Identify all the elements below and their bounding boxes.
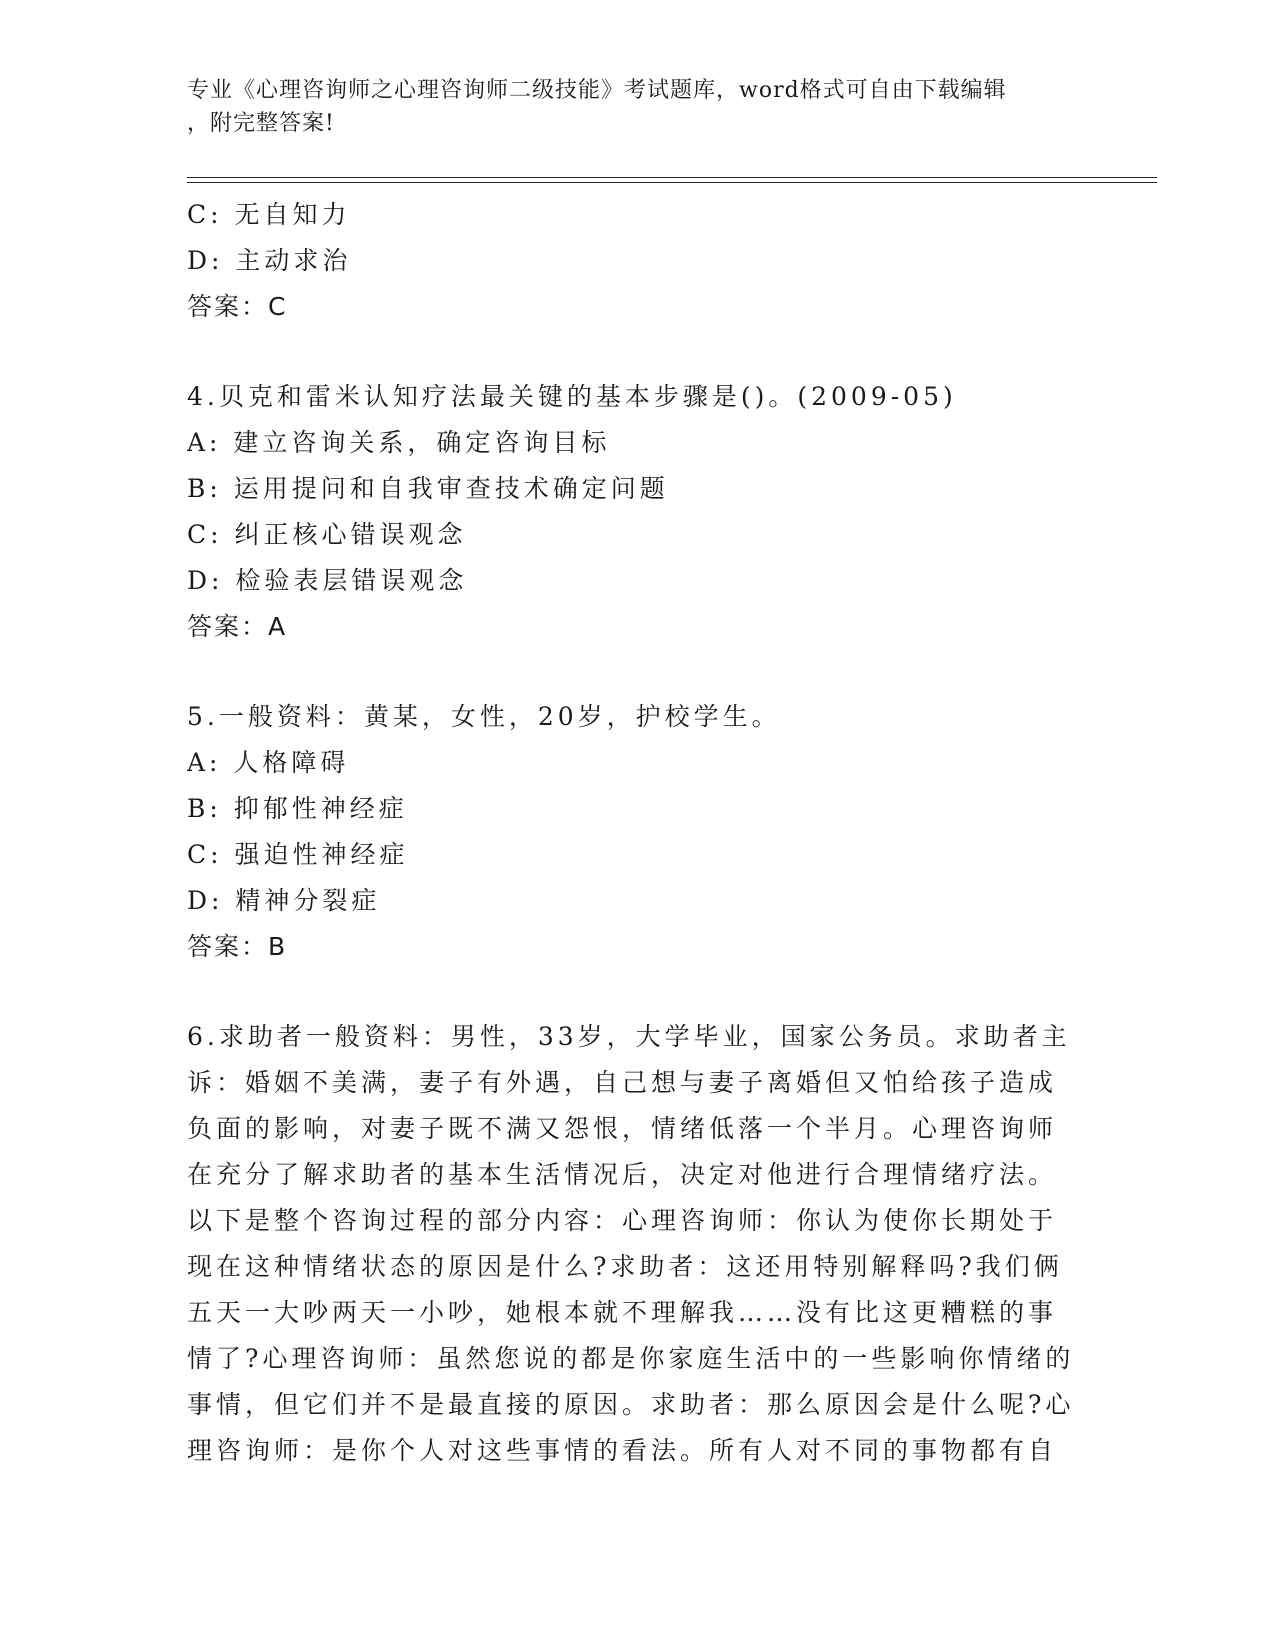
- document-body: [187, 192, 1087, 1474]
- q5-option-c: C: 强迫性神经症: [187, 840, 409, 869]
- question-3-tail: [187, 192, 1087, 330]
- question-6: [187, 1014, 1087, 1474]
- q5-answer: 答案：B: [187, 932, 288, 961]
- q5-stem: 5.一般资料：黄某，女性，20岁，护校学生。: [187, 702, 781, 731]
- q4-option-c: C: 纠正核心错误观念: [187, 520, 467, 549]
- q6-line: 情了?心理咨询师：虽然您说的都是你家庭生活中的一些影响你情绪的: [187, 1344, 1075, 1373]
- q4-stem: 4.贝克和雷米认知疗法最关键的基本步骤是()。(2009-05): [187, 382, 957, 411]
- q5-option-a: A: 人格障碍: [187, 748, 350, 777]
- question-5: [187, 694, 1087, 970]
- q4-option-b: B: 运用提问和自我审查技术确定问题: [187, 474, 669, 503]
- q4-option-d: D: 检验表层错误观念: [187, 566, 468, 595]
- q4-option-a: A: 建立咨询关系，确定咨询目标: [187, 428, 611, 457]
- q6-line: 负面的影响，对妻子既不满又怨恨，情绪低落一个半月。心理咨询师: [187, 1114, 1058, 1143]
- header-line-2: ，附完整答案!: [187, 111, 335, 136]
- q3-option-d: D: 主动求治: [187, 246, 352, 275]
- q6-line: 五天一大吵两天一小吵，她根本就不理解我……没有比这更糟糕的事: [187, 1298, 1058, 1327]
- header-line-1: 专业《心理咨询师之心理咨询师二级技能》考试题库，word格式可自由下载编辑: [187, 78, 1007, 103]
- q3-answer: 答案：C: [187, 292, 288, 321]
- q6-line: 事情，但它们并不是最直接的原因。求助者：那么原因会是什么呢?心: [187, 1390, 1075, 1419]
- q4-answer: 答案：A: [187, 612, 288, 641]
- question-4: [187, 374, 1087, 650]
- spacer: [187, 330, 1087, 374]
- document-header: [187, 74, 1087, 140]
- q6-line: 诉：婚姻不美满，妻子有外遇，自己想与妻子离婚但又怕给孩子造成: [187, 1068, 1058, 1097]
- q6-line: 6.求助者一般资料：男性，33岁，大学毕业，国家公务员。求助者主: [187, 1022, 1071, 1051]
- header-divider-bottom: [187, 182, 1157, 183]
- spacer: [187, 970, 1087, 1014]
- q6-line: 理咨询师：是你个人对这些事情的看法。所有人对不同的事物都有自: [187, 1436, 1058, 1465]
- q3-option-c: C: 无自知力: [187, 200, 351, 229]
- q6-line: 现在这种情绪状态的原因是什么?求助者：这还用特别解释吗?我们俩: [187, 1252, 1063, 1281]
- q6-line: 在充分了解求助者的基本生活情况后，决定对他进行合理情绪疗法。: [187, 1160, 1058, 1189]
- q6-line: 以下是整个咨询过程的部分内容：心理咨询师：你认为使你长期处于: [187, 1206, 1058, 1235]
- q5-option-b: B: 抑郁性神经症: [187, 794, 408, 823]
- spacer: [187, 650, 1087, 694]
- q5-option-d: D: 精神分裂症: [187, 886, 381, 915]
- header-divider-top: [187, 177, 1157, 178]
